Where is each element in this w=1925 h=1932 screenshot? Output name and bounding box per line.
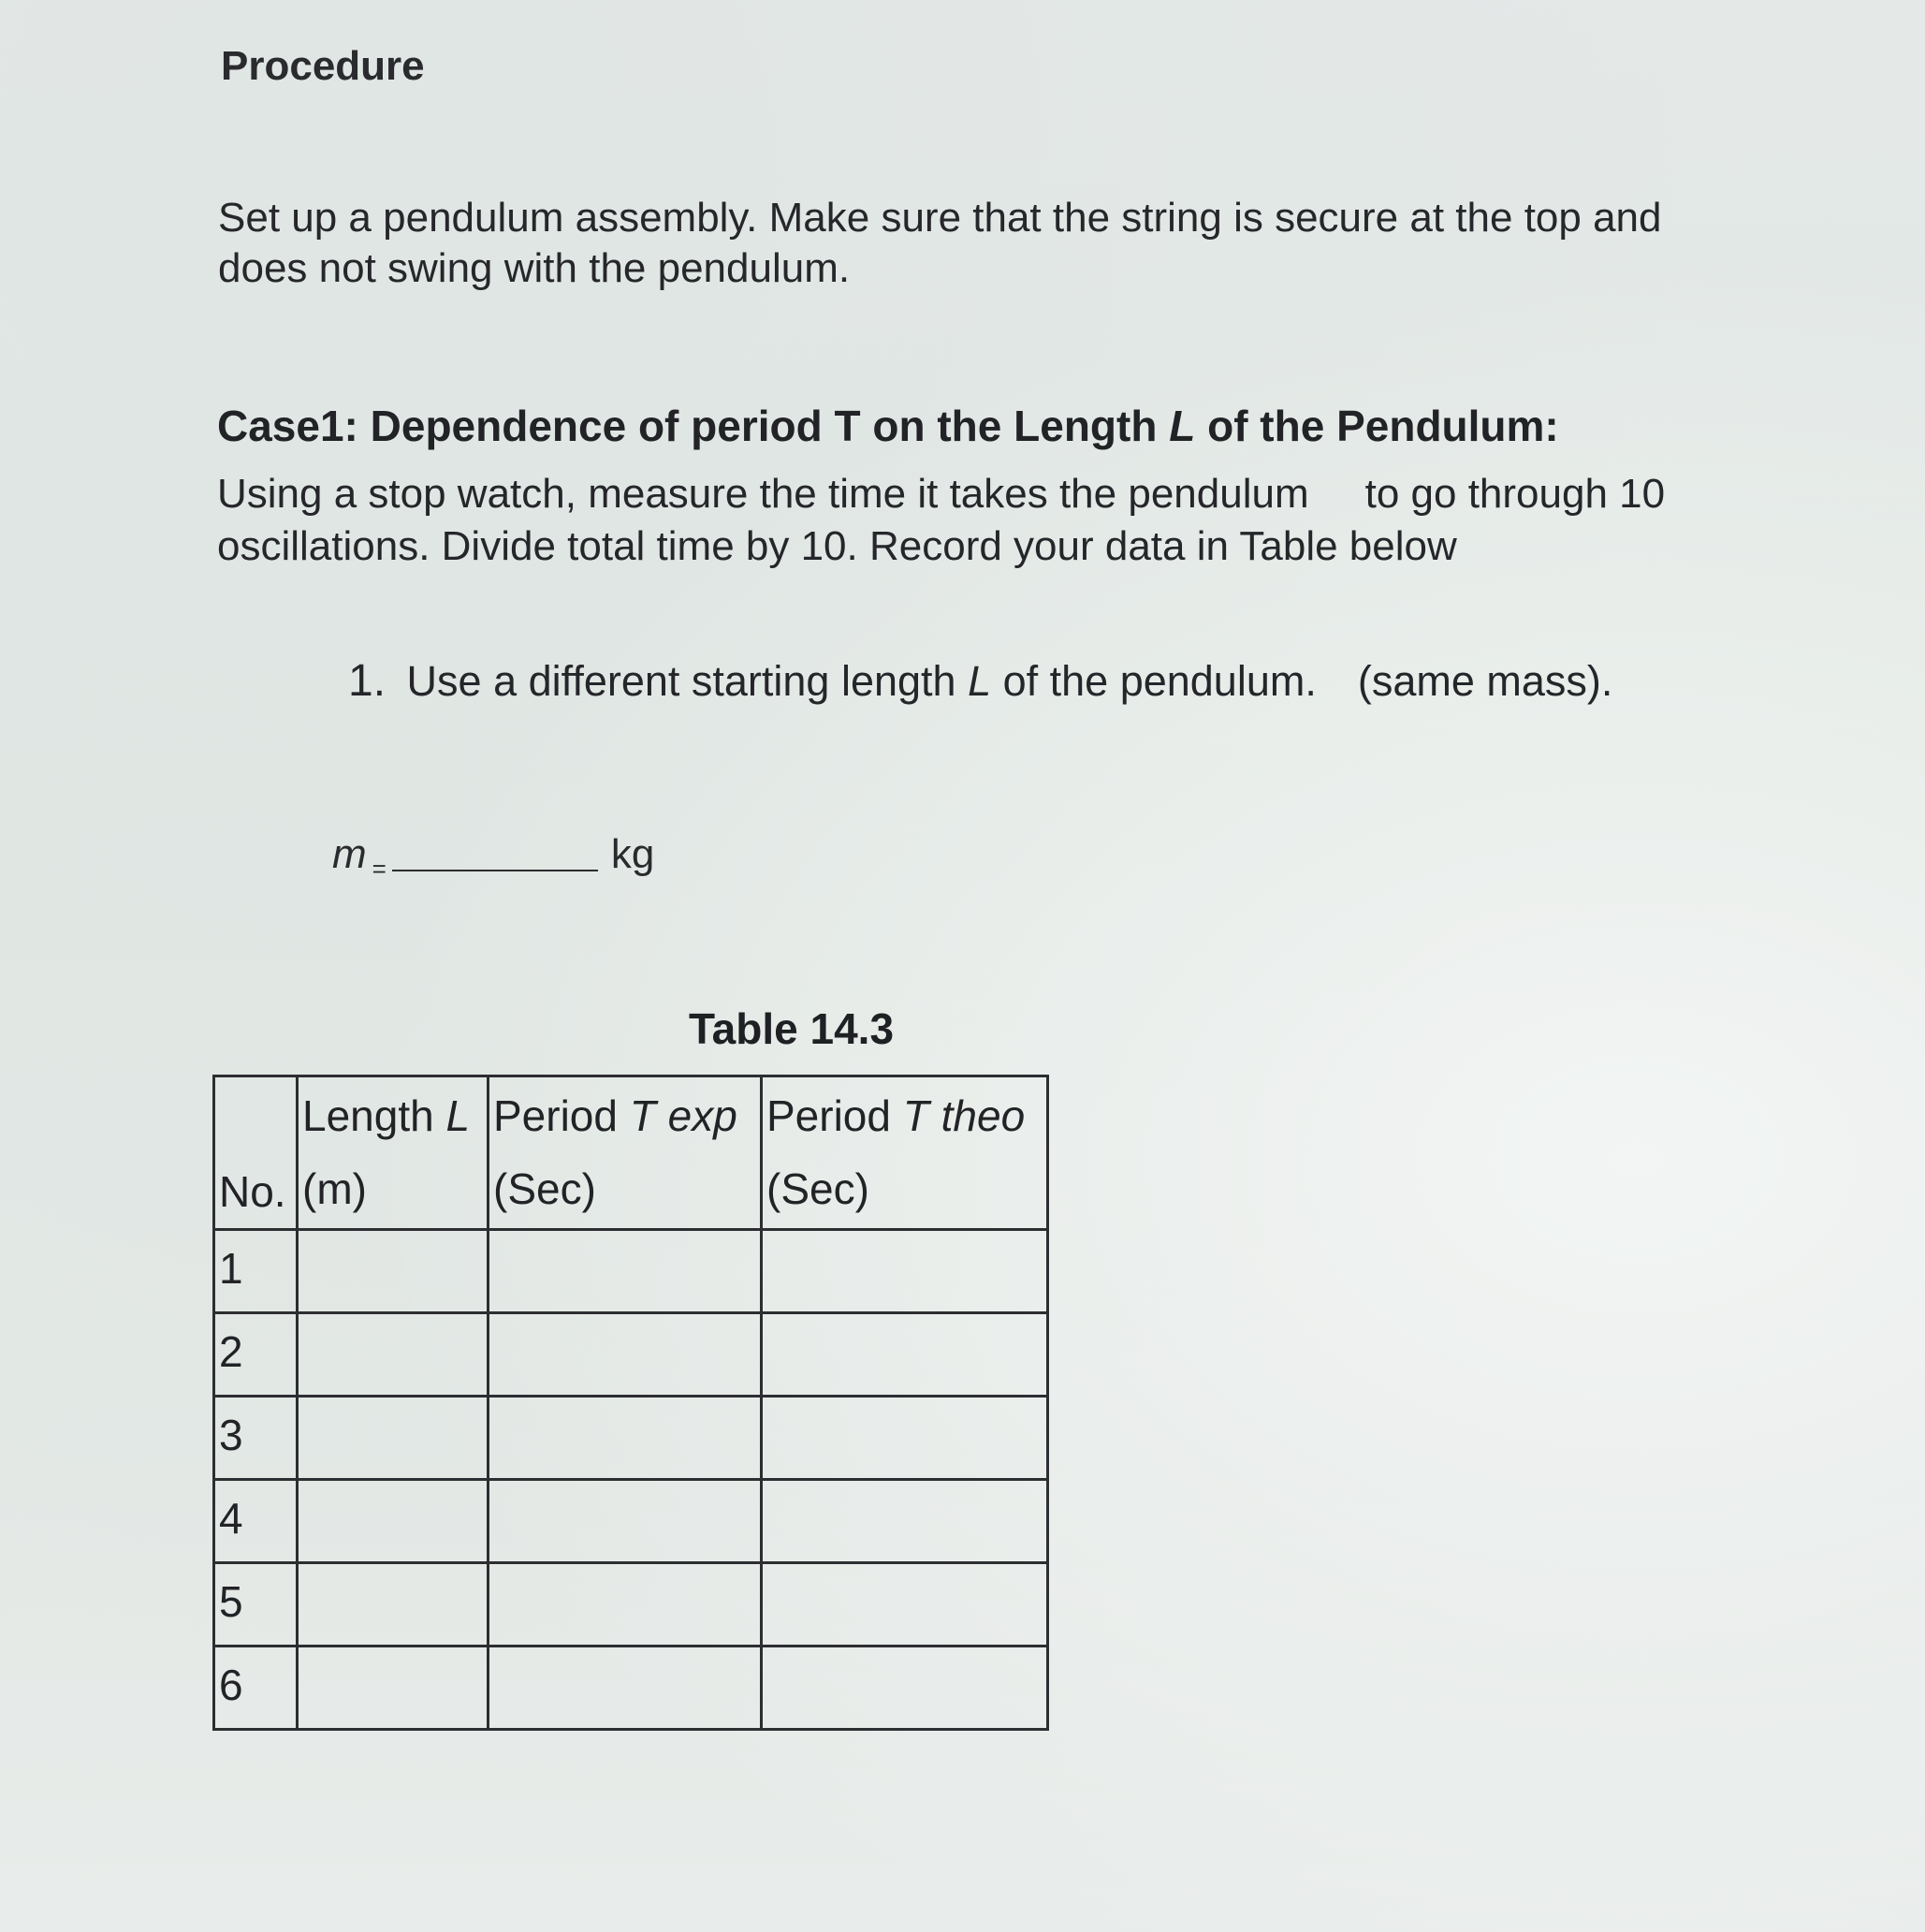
period-theo-cell[interactable] [762, 1563, 1048, 1647]
header-ttheo-prefix: Period [766, 1091, 903, 1140]
case1-instructions [217, 468, 1733, 573]
list-item-italic: L [968, 657, 992, 705]
row-number: 1 [214, 1230, 298, 1313]
case1-heading-before: Case1: Dependence of period T on the Length [217, 402, 1170, 450]
period-theo-cell[interactable] [762, 1397, 1048, 1480]
mass-entry [332, 831, 654, 884]
procedure-heading: Procedure [221, 43, 425, 89]
mass-unit: kg [610, 831, 655, 877]
list-item-1 [348, 655, 1612, 707]
list-item-note: (same mass). [1357, 657, 1613, 705]
table-title: Table 14.3 [689, 1004, 895, 1053]
length-cell[interactable] [298, 1647, 489, 1730]
table-row [214, 1647, 1048, 1730]
mass-symbol: m [332, 831, 367, 877]
table-header-row [214, 1076, 1048, 1230]
header-no [214, 1076, 298, 1230]
case1-heading-italic: L [1169, 402, 1196, 450]
case1-instructions-part2: to go through 10 oscillations. Divide total time by 10. Record your data in Table below [217, 471, 1666, 569]
list-item-text-after: of the pendulum. [991, 657, 1317, 705]
intro-paragraph: Set up a pendulum assembly. Make sure that the string is secure at the top and does not swing with the pendulum. [218, 195, 1662, 291]
length-cell[interactable] [298, 1563, 489, 1647]
mass-equals: = [372, 855, 386, 883]
header-texp-unit: (Sec) [493, 1164, 596, 1213]
data-table [212, 1075, 1049, 1731]
period-theo-cell[interactable] [762, 1647, 1048, 1730]
period-exp-cell[interactable] [489, 1647, 762, 1730]
row-number: 3 [214, 1397, 298, 1480]
period-exp-cell[interactable] [489, 1563, 762, 1647]
table-row [214, 1313, 1048, 1397]
case1-heading-after: of the Pendulum: [1195, 402, 1559, 450]
header-texp-italic: T exp [629, 1091, 737, 1140]
period-exp-cell[interactable] [489, 1480, 762, 1563]
header-texp-prefix: Period [493, 1091, 630, 1140]
table-row [214, 1563, 1048, 1647]
period-theo-cell[interactable] [762, 1230, 1048, 1313]
period-theo-cell[interactable] [762, 1480, 1048, 1563]
period-exp-cell[interactable] [489, 1397, 762, 1480]
period-exp-cell[interactable] [489, 1230, 762, 1313]
table-row [214, 1480, 1048, 1563]
mass-blank-field[interactable] [392, 838, 598, 871]
row-number: 2 [214, 1313, 298, 1397]
list-item-number: 1. [348, 656, 386, 706]
header-no-label: No. [219, 1167, 286, 1216]
header-period-exp [489, 1076, 762, 1230]
period-exp-cell[interactable] [489, 1313, 762, 1397]
length-cell[interactable] [298, 1397, 489, 1480]
header-length-italic: L [445, 1091, 471, 1140]
length-cell[interactable] [298, 1480, 489, 1563]
length-cell[interactable] [298, 1313, 489, 1397]
case1-heading [217, 401, 1559, 451]
length-cell[interactable] [298, 1230, 489, 1313]
row-number: 5 [214, 1563, 298, 1647]
header-ttheo-unit: (Sec) [766, 1164, 869, 1213]
header-length-unit: (m) [302, 1164, 367, 1213]
header-period-theo [762, 1076, 1048, 1230]
row-number: 6 [214, 1647, 298, 1730]
list-item-text-before: Use a different starting length [406, 657, 969, 705]
case1-instructions-part1: Using a stop watch, measure the time it takes the pendulum [217, 471, 1309, 517]
header-length-label: Length [302, 1091, 446, 1140]
table-row [214, 1230, 1048, 1313]
header-length [298, 1076, 489, 1230]
table-row [214, 1397, 1048, 1480]
header-ttheo-italic: T theo [902, 1091, 1026, 1140]
row-number: 4 [214, 1480, 298, 1563]
period-theo-cell[interactable] [762, 1313, 1048, 1397]
